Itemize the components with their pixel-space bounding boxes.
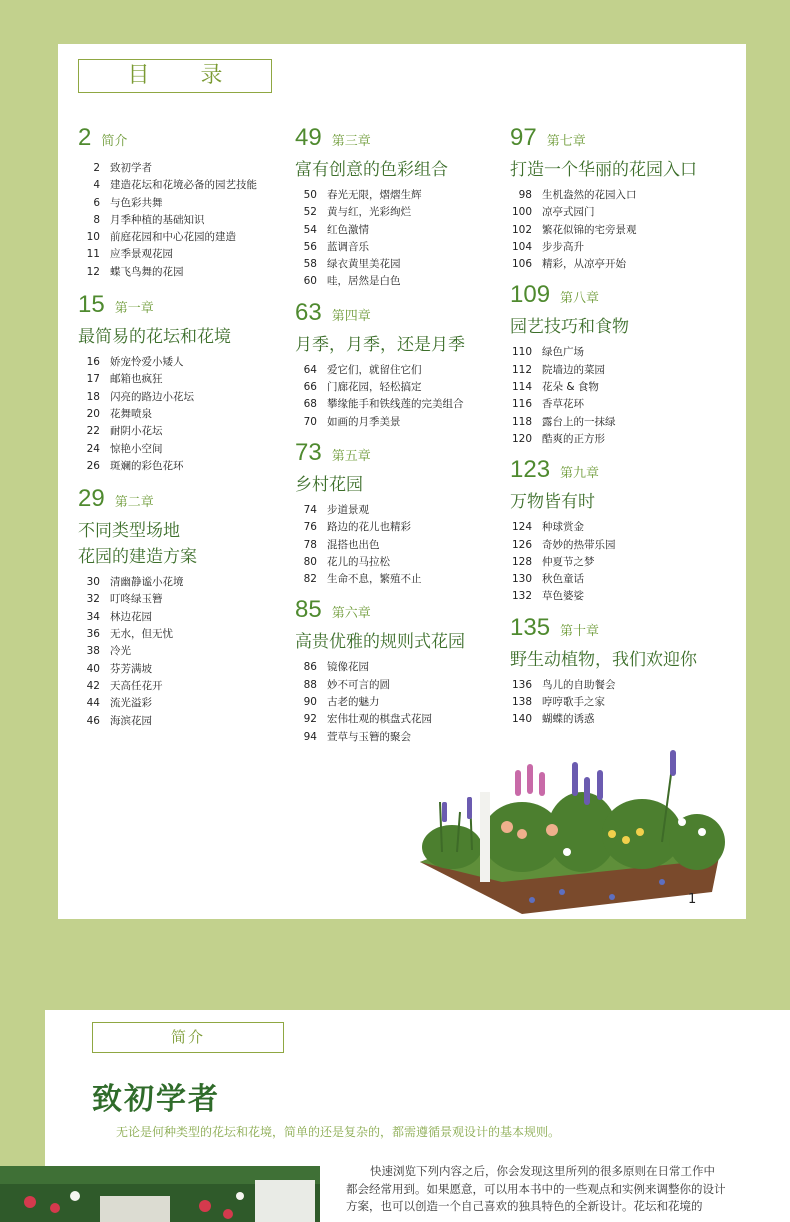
entry-title: 院墙边的菜园 [542,363,605,376]
entry-title: 耐阴小花坛 [110,425,163,438]
entry-title: 建造花坛和花境必备的园艺技能 [110,179,257,192]
entry-page-number: 34 [86,610,100,623]
toc-entry[interactable] [295,396,465,413]
entry-title: 绿色广场 [542,346,584,359]
entry-title: 门廊花园，轻松搞定 [327,381,422,394]
chapter-heading [295,596,465,626]
entry-title: 蝴蝶的诱惑 [542,713,595,726]
entry-title: 海滨花园 [110,714,152,727]
toc-entry[interactable] [295,256,465,273]
entry-page-number: 2 [93,162,100,174]
toc-chapter [295,439,465,588]
chapter-label: 第一章 [114,301,154,317]
entry-title: 哼哼歌手之家 [542,696,605,709]
toc-entry[interactable] [78,160,257,177]
toc-entry[interactable] [295,239,465,256]
entry-page-number: 17 [86,373,100,386]
toc-entry[interactable] [510,204,697,221]
chapter-label: 第四章 [331,308,371,324]
toc-entry[interactable] [510,222,697,239]
page-title: 致初学者 [92,1082,220,1117]
toc-entry[interactable] [295,694,465,711]
page-number: 1 [688,892,697,907]
entry-page-number: 50 [303,189,317,201]
toc-entry[interactable] [78,713,257,730]
chapter-label: 第十章 [560,623,600,639]
chapter-heading [78,124,257,154]
entry-page-number: 106 [511,258,532,271]
chapter-heading [295,439,465,469]
entry-page-number: 80 [303,555,317,568]
entry-page-number: 102 [511,223,532,236]
toc-entry[interactable] [510,362,697,379]
entry-title: 春光无限，熠熠生辉 [327,189,422,201]
toc-entry[interactable] [78,609,257,626]
entry-title: 娇宠怜爱小矮人 [110,356,184,369]
chapter-entries [78,354,257,475]
entry-title: 应季景观花园 [110,248,173,261]
entry-page-number: 128 [511,555,532,568]
entry-page-number: 136 [511,678,532,691]
entry-page-number: 60 [303,275,317,288]
entry-page-number: 16 [86,356,100,369]
toc-entry[interactable] [78,229,257,246]
entry-page-number: 110 [511,346,532,359]
chapter-title: 打造一个华丽的花园入口 [510,160,697,180]
entry-title: 鸟儿的自助餐会 [542,678,616,691]
entry-page-number: 76 [303,521,317,534]
entry-page-number: 68 [303,398,317,411]
entry-page-number: 132 [511,590,532,603]
entry-title: 冷光 [110,645,131,658]
entry-title: 仲夏节之梦 [542,555,595,568]
chapter-label: 第七章 [546,134,586,149]
toc-entry[interactable] [295,187,465,204]
entry-title: 凉亭式园门 [542,206,595,219]
toc-entry[interactable] [78,574,257,591]
entry-title: 步步高升 [542,240,584,253]
entry-title: 生命不息，繁殖不止 [327,573,422,586]
toc-chapter [78,124,257,281]
section-label: 简介 [92,1022,284,1053]
entry-title: 绿衣黄里美花园 [327,258,401,271]
chapter-heading [510,614,697,644]
entry-page-number: 130 [511,573,532,586]
toc-entry[interactable] [78,695,257,712]
toc-entry[interactable] [510,414,697,431]
toc-entry[interactable] [295,554,465,571]
toc-entry[interactable] [295,677,465,694]
toc-entry[interactable] [510,711,697,728]
page-subtitle: 无论是何种类型的花坛和花境，简单的还是复杂的，都需遵循景观设计的基本规则。 [116,1125,561,1139]
chapter-page-number: 97 [510,124,537,151]
toc-entry[interactable] [78,177,257,194]
toc-entry[interactable] [78,246,257,263]
entry-title: 草色婆娑 [542,590,584,603]
toc-chapter [78,291,257,475]
entry-title: 萱草与玉簪的聚会 [327,730,411,743]
chapter-heading [78,485,257,515]
entry-title: 如画的月季美景 [327,415,401,428]
toc-entry[interactable] [510,519,697,536]
toc-entry[interactable] [510,571,697,588]
entry-title: 繁花似锦的宅旁景观 [542,223,637,236]
entry-title: 前庭花园和中心花园的建造 [110,231,236,244]
toc-entry[interactable] [295,362,465,379]
entry-page-number: 66 [303,381,317,394]
entry-title: 妙不可言的圆 [327,678,390,691]
chapter-heading [295,299,465,329]
toc-chapter [510,124,697,273]
toc-entry[interactable] [78,195,257,212]
entry-page-number: 100 [511,206,532,219]
entry-page-number: 8 [93,213,100,226]
entry-page-number: 54 [303,223,317,236]
chapter-title: 乡村花园 [295,474,363,495]
entry-title: 芬芳满坡 [110,662,152,675]
entry-title: 路边的花儿也精彩 [327,521,411,534]
body-paragraph: 快速浏览下列内容之后，你会发现这里所列的很多原则在日常工作中都会经常用到。如果愿意，可以用本书中的一些观点和实例来调整你的设计方案，也可以创造一个自己喜欢的独具特色的全新设计。花坛和花境的 [346,1164,726,1213]
toc-entry[interactable] [295,519,465,536]
chapter-entries [295,659,465,745]
toc-entry[interactable] [78,389,257,406]
chapter-label: 第五章 [331,448,371,464]
toc-column-2 [295,124,465,746]
entry-page-number: 24 [86,442,100,455]
entry-page-number: 42 [86,679,100,692]
entry-title: 月季种植的基础知识 [110,213,205,226]
entry-title: 林边花园 [110,610,152,623]
chapter-label: 第九章 [560,466,600,482]
page-top-band [0,968,790,1010]
entry-page-number: 44 [86,697,100,710]
entry-title: 蓝调音乐 [327,240,369,253]
chapter-heading [510,281,697,311]
chapter-heading [295,124,465,154]
chapter-label: 第三章 [331,134,371,149]
toc-entry[interactable] [510,554,697,571]
toc-entry[interactable] [295,204,465,221]
chapter-page-number: 49 [295,124,322,151]
entry-page-number: 74 [303,503,317,516]
toc-entry[interactable] [295,537,465,554]
toc-entry[interactable] [510,344,697,361]
entry-page-number: 118 [511,415,532,428]
chapter-entries [510,187,697,273]
chapter-page-number: 135 [510,613,551,641]
chapter-entries [295,187,465,291]
entry-title: 古老的魅力 [327,696,380,709]
entry-title: 花舞喷泉 [110,407,152,420]
chapter-heading [510,456,697,486]
toc-entry[interactable] [78,441,257,458]
toc-chapter [78,485,257,730]
entry-title: 闪亮的路边小花坛 [110,390,194,403]
entry-page-number: 10 [86,231,100,244]
entry-title: 露台上的一抹绿 [542,415,616,428]
toc-entry[interactable] [510,677,697,694]
toc-entry[interactable] [295,222,465,239]
chapter-label: 第六章 [331,606,371,622]
entry-page-number: 18 [86,390,100,403]
entry-page-number: 58 [303,258,317,271]
chapter-page-number: 123 [510,456,551,484]
chapter-page-number: 109 [510,281,551,309]
entry-page-number: 36 [86,628,100,641]
entry-title: 混搭也出色 [327,538,380,551]
chapter-page-number: 85 [295,596,322,624]
entry-title: 蝶飞鸟舞的花园 [110,265,184,278]
toc-entry[interactable] [510,379,697,396]
garden-bed-illustration [412,742,732,917]
toc-entry[interactable] [78,212,257,229]
toc-entry[interactable] [78,354,257,371]
entry-title: 种球赏金 [542,521,584,534]
chapter-title: 野生动植物，我们欢迎你 [510,649,697,670]
toc-entry[interactable] [78,591,257,608]
entry-title: 天高任花开 [110,679,163,692]
entry-title: 精彩，从凉亭开始 [542,258,626,271]
chapter-page-number: 2 [78,124,92,151]
toc-entry[interactable] [78,643,257,660]
entry-title: 邮箱也疯狂 [110,373,163,386]
entry-page-number: 56 [303,240,317,253]
toc-entry[interactable] [510,588,697,605]
toc-entry[interactable] [295,414,465,431]
chapter-page-number: 73 [295,438,322,466]
entry-title: 与色彩共舞 [110,196,163,209]
entry-page-number: 98 [518,189,532,201]
entry-page-number: 82 [303,573,317,586]
entry-title: 清幽静谧小花境 [110,576,184,589]
toc-entry[interactable] [295,711,465,728]
entry-title: 惊艳小空间 [110,442,163,455]
toc-entry[interactable] [510,396,697,413]
entry-title: 花儿的马拉松 [327,555,390,568]
chapter-label: 第八章 [560,291,600,307]
entry-page-number: 26 [86,459,100,472]
entry-page-number: 114 [511,381,532,394]
entry-title: 斑斓的彩色花环 [110,459,184,472]
chapter-page-number: 15 [78,291,105,319]
entry-page-number: 32 [86,593,100,606]
entry-page-number: 46 [86,714,100,727]
entry-page-number: 138 [511,696,532,709]
toc-entry[interactable] [510,537,697,554]
chapter-title: 高贵优雅的规则式花园 [295,632,465,653]
toc-entry[interactable] [510,256,697,273]
chapter-entries [295,362,465,431]
entry-page-number: 11 [86,248,100,261]
chapter-title: 月季，月季，还是月季 [295,334,465,355]
toc-title: 目 录 [78,59,272,93]
chapter-label: 第二章 [114,495,154,511]
entry-title: 攀缘能手和铁线莲的完美组合 [327,398,464,411]
entry-page-number: 124 [511,521,532,534]
entry-title: 步道景观 [327,503,369,516]
toc-entry[interactable] [78,264,257,281]
toc-chapter [510,281,697,448]
entry-page-number: 104 [511,240,532,253]
chapter-page-number: 29 [78,485,105,513]
entry-page-number: 116 [511,398,532,411]
toc-chapter [510,614,697,729]
entry-page-number: 40 [86,662,100,675]
chapter-title: 万物皆有时 [510,492,595,513]
toc-entry[interactable] [295,273,465,290]
chapter-page-number: 63 [295,298,322,326]
chapter-entries [510,344,697,448]
toc-chapter [510,456,697,605]
toc-entry[interactable] [78,406,257,423]
chapter-heading [510,124,697,154]
toc-column-1 [78,124,257,730]
entry-title: 叮咚绿玉簪 [110,593,163,606]
toc-entry[interactable] [295,571,465,588]
toc-entry[interactable] [510,239,697,256]
entry-page-number: 126 [511,538,532,551]
entry-title: 宏伟壮观的棋盘式花园 [327,713,432,726]
chapter-entries [78,160,257,281]
entry-title: 红色激情 [327,223,369,236]
chapter-label: 简介 [101,134,128,149]
chapter-heading [78,291,257,321]
toc-entry[interactable] [78,678,257,695]
entry-title: 奇妙的热带乐园 [542,538,616,551]
toc-entry[interactable] [295,379,465,396]
garden-photo [0,1166,320,1222]
chapter-entries [510,519,697,605]
entry-page-number: 22 [86,425,100,438]
toc-entry[interactable] [78,661,257,678]
entry-page-number: 92 [303,713,317,726]
entry-page-number: 12 [86,265,100,278]
entry-title: 黄与红，光彩绚烂 [327,206,411,219]
toc-chapter [295,124,465,291]
entry-page-number: 70 [303,415,317,428]
toc-entry[interactable] [78,458,257,475]
toc-entry[interactable] [510,694,697,711]
entry-page-number: 64 [303,363,317,376]
entry-title: 镜像花园 [327,661,369,674]
entry-page-number: 88 [303,678,317,691]
chapter-title: 园艺技巧和食物 [510,317,629,338]
entry-title: 致初学者 [110,162,152,174]
entry-title: 爱它们，就留住它们 [327,363,422,376]
entry-page-number: 6 [93,196,100,209]
chapter-entries [510,677,697,729]
entry-title: 香草花环 [542,398,584,411]
chapter-entries [295,502,465,588]
entry-page-number: 4 [93,179,100,192]
chapter-title: 不同类型场地 花园的建造方案 [78,521,197,568]
toc-entry[interactable] [78,423,257,440]
entry-page-number: 90 [303,696,317,709]
entry-title: 花朵 & 食物 [542,381,599,394]
toc-chapter [295,299,465,431]
entry-page-number: 30 [86,576,100,589]
toc-entry[interactable] [78,371,257,388]
entry-title: 流光溢彩 [110,697,152,710]
entry-page-number: 86 [303,661,317,674]
entry-page-number: 38 [86,645,100,658]
toc-column-3 [510,124,697,729]
entry-title: 秋色童话 [542,573,584,586]
entry-page-number: 94 [303,730,317,743]
toc-entry[interactable] [295,502,465,519]
toc-chapter [295,596,465,745]
chapter-title: 最简易的花坛和花境 [78,327,231,348]
entry-page-number: 120 [511,432,532,445]
toc-entry[interactable] [510,431,697,448]
entry-page-number: 52 [303,206,317,219]
entry-page-number: 140 [511,713,532,726]
entry-title: 哇，居然是白色 [327,275,401,288]
toc-entry[interactable] [78,626,257,643]
entry-page-number: 78 [303,538,317,551]
entry-page-number: 112 [511,363,532,376]
entry-title: 无水，但无忧 [110,628,173,641]
toc-entry[interactable] [510,187,697,204]
entry-title: 生机盎然的花园入口 [542,189,637,201]
entry-page-number: 20 [86,407,100,420]
toc-entry[interactable] [295,659,465,676]
chapter-title: 富有创意的色彩组合 [295,160,448,180]
chapter-entries [78,574,257,730]
entry-title: 酷爽的正方形 [542,432,605,445]
